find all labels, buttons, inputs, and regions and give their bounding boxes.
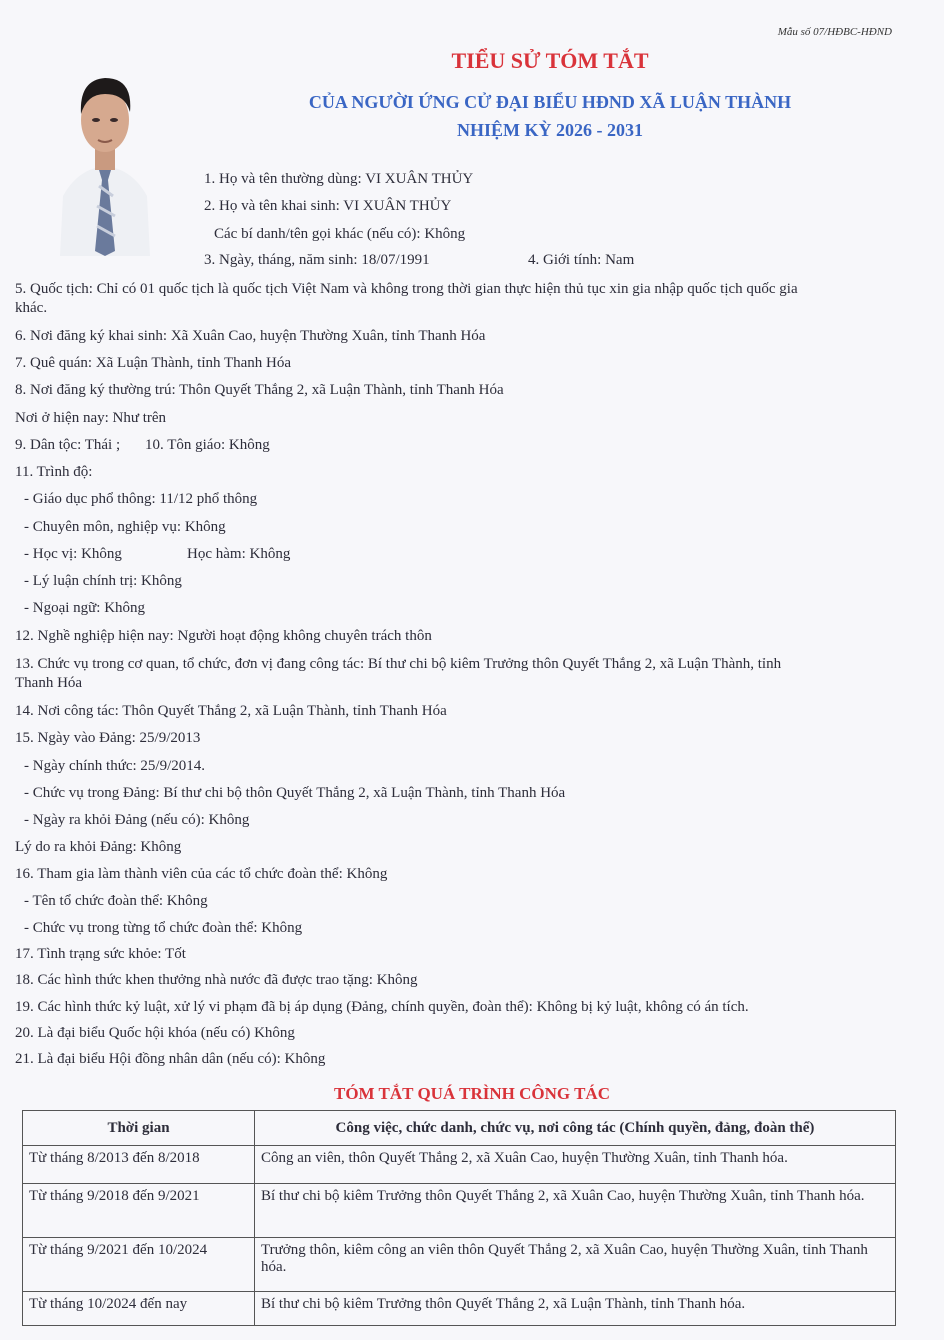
birth-date: 3. Ngày, tháng, năm sinh: 18/07/1991: [204, 252, 430, 268]
birth-registration-place: 6. Nơi đăng ký khai sinh: Xã Xuân Cao, huyện Thường Xuân, tỉnh Thanh Hóa: [15, 328, 486, 344]
party-leave-date: - Ngày ra khỏi Đảng (nếu có): Không: [24, 812, 250, 828]
gender: 4. Giới tính: Nam: [528, 252, 635, 268]
hometown: 7. Quê quán: Xã Luận Thành, tỉnh Thanh Hóa: [15, 355, 292, 371]
organization-position: - Chức vụ trong từng tổ chức đoàn thể: Không: [24, 920, 303, 936]
work-history-table: [22, 1110, 896, 1326]
position-cont: Thanh Hóa: [15, 675, 83, 691]
party-official-date: - Ngày chính thức: 25/9/2014.: [24, 758, 206, 774]
general-education: - Giáo dục phổ thông: 11/12 phổ thông: [24, 491, 258, 507]
awards: 18. Các hình thức khen thưởng nhà nước đã được trao tặng: Không: [15, 972, 418, 988]
portrait-photo: [55, 46, 155, 256]
document-subtitle: CỦA NGƯỜI ỨNG CỬ ĐẠI BIỂU HĐND XÃ LUẬN THÀNH: [308, 92, 792, 112]
form-code: Mẫu số 07/HĐBC-HĐND: [777, 26, 892, 38]
foreign-language: - Ngoại ngữ: Không: [24, 600, 146, 616]
national-assembly-delegate: 20. Là đại biểu Quốc hội khóa (nếu có) Không: [15, 1025, 295, 1041]
disciplinary: 19. Các hình thức kỷ luật, xử lý vi phạm đã bị áp dụng (Đảng, chính quyền, đoàn thể): Không bị kỷ luật, không có án tích.: [15, 999, 749, 1015]
table-row: [23, 1238, 896, 1292]
work-history-title: TÓM TẮT QUÁ TRÌNH CÔNG TÁC: [334, 1084, 610, 1103]
permanent-residence: 8. Nơi đăng ký thường trú: Thôn Quyết Thắng 2, xã Luận Thành, tỉnh Thanh Hóa: [15, 382, 504, 398]
organizations: 16. Tham gia làm thành viên của các tổ chức đoàn thể: Không: [15, 866, 388, 882]
academic-title: Học hàm: Không: [187, 546, 291, 562]
political-theory: - Lý luận chính trị: Không: [24, 573, 182, 589]
position: 13. Chức vụ trong cơ quan, tổ chức, đơn vị đang công tác: Bí thư chi bộ kiêm Trưởng thôn Quyết Thắng 2, xã Luận Thành, tỉnh: [15, 656, 782, 672]
column-header-time: Thời gian: [23, 1111, 255, 1146]
people-council-delegate: 21. Là đại biểu Hội đồng nhân dân (nếu có): Không: [15, 1051, 326, 1067]
professional-skill: - Chuyên môn, nghiệp vụ: Không: [24, 519, 226, 535]
workplace: 14. Nơi công tác: Thôn Quyết Thắng 2, xã Luận Thành, tỉnh Thanh Hóa: [15, 703, 447, 719]
table-row: [23, 1146, 896, 1184]
description-cell: Công an viên, thôn Quyết Thắng 2, xã Xuân Cao, huyện Thường Xuân, tỉnh Thanh hóa.: [255, 1146, 896, 1184]
organization-name: - Tên tổ chức đoàn thể: Không: [24, 893, 208, 909]
common-name: 1. Họ và tên thường dùng: VI XUÂN THỦY: [204, 171, 474, 187]
ethnicity: 9. Dân tộc: Thái ;: [15, 437, 121, 453]
term-subtitle: NHIỆM KỲ 2026 - 2031: [457, 120, 643, 140]
education-heading: 11. Trình độ:: [15, 464, 93, 480]
description-cell: Trưởng thôn, kiêm công an viên thôn Quyết Thắng 2, xã Xuân Cao, huyện Thường Xuân, tỉnh Thanh hóa.: [255, 1238, 896, 1292]
description-cell: Bí thư chi bộ kiêm Trưởng thôn Quyết Thắng 2, xã Xuân Cao, huyện Thường Xuân, tỉnh Thanh hóa.: [255, 1184, 896, 1238]
party-join-date: 15. Ngày vào Đảng: 25/9/2013: [15, 730, 201, 746]
religion: 10. Tôn giáo: Không: [145, 437, 270, 453]
column-header-description: Công việc, chức danh, chức vụ, nơi công tác (Chính quyền, đảng, đoàn thể): [255, 1111, 896, 1146]
time-cell: Từ tháng 9/2021 đến 10/2024: [23, 1238, 255, 1292]
table-row: [23, 1292, 896, 1326]
birth-name: 2. Họ và tên khai sinh: VI XUÂN THỦY: [204, 198, 452, 214]
document-title: TIỂU SỬ TÓM TẮT: [451, 48, 649, 73]
nationality-cont: khác.: [15, 300, 48, 316]
time-cell: Từ tháng 8/2013 đến 8/2018: [23, 1146, 255, 1184]
party-position: - Chức vụ trong Đảng: Bí thư chi bộ thôn Quyết Thắng 2, xã Luận Thành, tỉnh Thanh Hóa: [24, 785, 566, 801]
table-row: [23, 1184, 896, 1238]
current-residence: Nơi ở hiện nay: Như trên: [15, 410, 167, 426]
academic-degree: - Học vị: Không: [24, 546, 122, 562]
description-cell: Bí thư chi bộ kiêm Trưởng thôn Quyết Thắng 2, xã Luận Thành, tỉnh Thanh hóa.: [255, 1292, 896, 1326]
aliases: Các bí danh/tên gọi khác (nếu có): Không: [214, 226, 466, 242]
occupation: 12. Nghề nghiệp hiện nay: Người hoạt động không chuyên trách thôn: [15, 628, 432, 644]
health-status: 17. Tình trạng sức khỏe: Tốt: [15, 946, 186, 962]
time-cell: Từ tháng 9/2018 đến 9/2021: [23, 1184, 255, 1238]
table-header-row: [23, 1111, 896, 1146]
nationality: 5. Quốc tịch: Chỉ có 01 quốc tịch là quốc tịch Việt Nam và không trong thời gian thực hiện thủ tục xin gia nhập quốc tịch quốc gia: [15, 281, 798, 297]
time-cell: Từ tháng 10/2024 đến nay: [23, 1292, 255, 1326]
party-leave-reason: Lý do ra khỏi Đảng: Không: [15, 839, 182, 855]
